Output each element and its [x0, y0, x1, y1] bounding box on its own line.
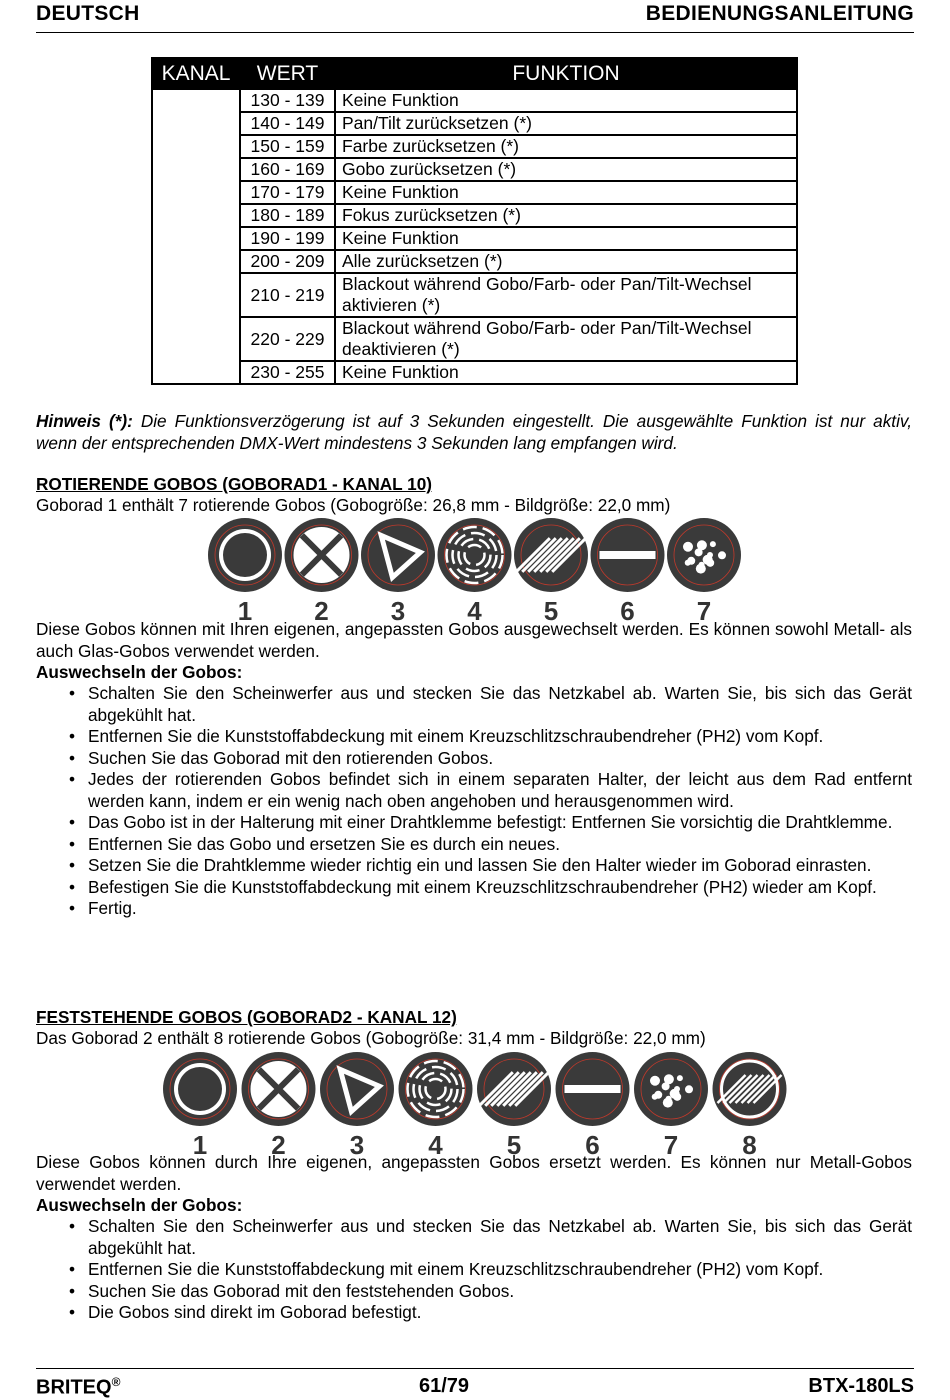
page-footer	[36, 1368, 914, 1397]
header-language: DEUTSCH	[36, 2, 140, 25]
section2-steps-list	[36, 1216, 912, 1324]
table-row	[152, 158, 797, 181]
funktion-cell: Keine Funktion	[335, 89, 797, 112]
gobo-disc	[556, 1052, 630, 1126]
table-row	[152, 361, 797, 384]
wert-cell: 170 - 179	[240, 181, 335, 204]
list-item: • Suchen Sie das Goborad mit den feststehenden Gobos.	[36, 1281, 912, 1303]
wert-cell: 190 - 199	[240, 227, 335, 250]
wert-cell: 160 - 169	[240, 158, 335, 181]
gobo-number: 5	[543, 596, 559, 624]
list-item: • Die Gobos sind direkt im Goborad befestigt.	[36, 1302, 912, 1324]
note-text: Die Funktionsverzögerung ist auf 3 Sekunden eingestellt. Die ausgewählte Funktion ist nur aktiv, wenn der entsprechenden DMX-Wert mindestens 3 Sekunden lang empfangen wird.	[36, 411, 912, 453]
table-row	[152, 135, 797, 158]
gobo-number: 6	[585, 1130, 600, 1158]
section2-subtitle: Das Goborad 2 enthält 8 rotierende Gobos (Gobogröße: 31,4 mm - Bildgröße: 22,0 mm)	[36, 1028, 706, 1048]
gobo-disc	[438, 518, 512, 592]
wert-cell: 220 - 229	[240, 317, 335, 361]
funktion-cell: Blackout während Gobo/Farb- oder Pan/Tilt-Wechsel aktivieren (*)	[335, 273, 797, 317]
funktion-cell: Keine Funktion	[335, 361, 797, 384]
list-item: • Entfernen Sie die Kunststoffabdeckung mit einem Kreuzschlitzschraubendreher (PH2) vom Kopf.	[36, 726, 912, 748]
table-row	[152, 227, 797, 250]
gobo-disc	[634, 1052, 708, 1126]
gobo-disc	[713, 1052, 787, 1126]
gobo-disc	[320, 1052, 394, 1126]
gobo-number: 2	[271, 1130, 286, 1158]
gobo-number: 8	[742, 1130, 757, 1158]
table-row	[152, 112, 797, 135]
wert-cell: 200 - 209	[240, 250, 335, 273]
dmx-function-table	[151, 57, 798, 385]
table-row	[152, 204, 797, 227]
gobo-number: 4	[467, 596, 482, 624]
list-item: • Schalten Sie den Scheinwerfer aus und stecken Sie das Netzkabel ab. Warten Sie, bis sich das Gerät abgekühlt hat.	[36, 1216, 912, 1259]
wert-cell: 140 - 149	[240, 112, 335, 135]
gobo-number: 3	[390, 596, 406, 624]
gobo-disc	[477, 1052, 551, 1126]
wert-cell: 130 - 139	[240, 89, 335, 112]
kanal-cell	[152, 89, 240, 384]
gobo-wheel2-image	[158, 1052, 798, 1158]
gobo-disc	[667, 518, 741, 592]
gobo-number: 7	[696, 596, 712, 624]
section1-title: ROTIERENDE GOBOS (GOBORAD1 - KANAL 10)	[36, 474, 432, 494]
table-row	[152, 273, 797, 317]
funktion-cell: Alle zurücksetzen (*)	[335, 250, 797, 273]
section2-description: Diese Gobos können durch Ihre eigenen, angepassten Gobos ersetzt werden. Es können nur Metall-Gobos verwendet werden.	[36, 1152, 912, 1194]
gobo-number: 7	[663, 1130, 679, 1158]
wert-cell: 150 - 159	[240, 135, 335, 158]
gobo-wheel1-svg	[200, 518, 750, 624]
funktion-cell: Gobo zurücksetzen (*)	[335, 158, 797, 181]
list-item: • Befestigen Sie die Kunststoffabdeckung mit einem Kreuzschlitzschraubendreher (PH2) wieder am Kopf.	[36, 877, 912, 899]
list-item: • Entfernen Sie die Kunststoffabdeckung mit einem Kreuzschlitzschraubendreher (PH2) vom Kopf.	[36, 1259, 912, 1281]
footer-brand: BRITEQ®	[36, 1375, 121, 1399]
section1-steps-title: Auswechseln der Gobos:	[36, 662, 243, 682]
note-label: Hinweis (*):	[36, 411, 133, 431]
table-row	[152, 250, 797, 273]
section2-title: FESTSTEHENDE GOBOS (GOBORAD2 - KANAL 12)	[36, 1007, 457, 1027]
gobo-number: 2	[314, 596, 329, 624]
section2-steps-title: Auswechseln der Gobos:	[36, 1195, 243, 1215]
list-item: • Schalten Sie den Scheinwerfer aus und stecken Sie das Netzkabel ab. Warten Sie, bis sich das Gerät abgekühlt hat.	[36, 683, 912, 726]
gobo-number: 1	[237, 596, 253, 624]
list-item: • Suchen Sie das Goborad mit den rotierenden Gobos.	[36, 748, 912, 770]
list-item: • Setzen Sie die Drahtklemme wieder richtig ein und lassen Sie den Halter wieder im Goborad einrasten.	[36, 855, 912, 877]
gobo-number: 1	[192, 1130, 208, 1158]
note-paragraph	[36, 411, 912, 454]
footer-model: BTX-180LS	[808, 1375, 914, 1397]
funktion-cell: Farbe zurücksetzen (*)	[335, 135, 797, 158]
wert-cell: 180 - 189	[240, 204, 335, 227]
column-header-kanal: KANAL	[152, 58, 240, 89]
funktion-cell: Keine Funktion	[335, 181, 797, 204]
list-item: • Jedes der rotierenden Gobos befindet sich in einem separaten Halter, der leicht aus dem Rad entfernt werden kann, indem er ein wenig nach oben angehoben und herausgenommen wird.	[36, 769, 912, 812]
gobo-disc	[591, 518, 665, 592]
table-body	[152, 89, 797, 384]
wert-cell: 230 - 255	[240, 361, 335, 384]
page-header	[36, 2, 914, 33]
gobo-wheel1-image	[200, 518, 750, 624]
list-item: • Fertig.	[36, 898, 912, 920]
gobo-disc	[285, 518, 359, 592]
gobo-disc	[399, 1052, 473, 1126]
table-row	[152, 317, 797, 361]
section1-steps-list	[36, 683, 912, 920]
table-row	[152, 89, 797, 112]
gobo-number: 4	[428, 1130, 443, 1158]
funktion-cell: Blackout während Gobo/Farb- oder Pan/Tilt-Wechsel deaktivieren (*)	[335, 317, 797, 361]
table-row	[152, 181, 797, 204]
footer-page-number: 61/79	[419, 1375, 470, 1397]
gobo-disc	[361, 518, 435, 592]
wert-cell: 210 - 219	[240, 273, 335, 317]
gobo-number: 5	[506, 1130, 522, 1158]
section1-subtitle: Goborad 1 enthält 7 rotierende Gobos (Gobogröße: 26,8 mm - Bildgröße: 22,0 mm)	[36, 495, 671, 515]
funktion-cell: Fokus zurücksetzen (*)	[335, 204, 797, 227]
gobo-wheel2-svg	[158, 1052, 798, 1158]
section1-description: Diese Gobos können mit Ihren eigenen, angepassten Gobos ausgewechselt werden. Es können sowohl Metall- als auch Glas-Gobos verwendet werden.	[36, 619, 912, 661]
gobo-disc	[163, 1052, 237, 1126]
gobo-disc	[208, 518, 282, 592]
column-header-funktion: FUNKTION	[335, 58, 797, 89]
funktion-cell: Keine Funktion	[335, 227, 797, 250]
column-header-wert: WERT	[240, 58, 335, 89]
list-item: • Das Gobo ist in der Halterung mit einer Drahtklemme befestigt: Entfernen Sie vorsichtig die Drahtklemme.	[36, 812, 912, 834]
table-header-row	[152, 58, 797, 89]
gobo-number: 6	[620, 596, 635, 624]
header-doc-title: BEDIENUNGSANLEITUNG	[645, 2, 914, 25]
funktion-cell: Pan/Tilt zurücksetzen (*)	[335, 112, 797, 135]
gobo-disc	[514, 518, 588, 592]
list-item: • Entfernen Sie das Gobo und ersetzen Sie es durch ein neues.	[36, 834, 912, 856]
gobo-number: 3	[349, 1130, 365, 1158]
gobo-disc	[242, 1052, 316, 1126]
